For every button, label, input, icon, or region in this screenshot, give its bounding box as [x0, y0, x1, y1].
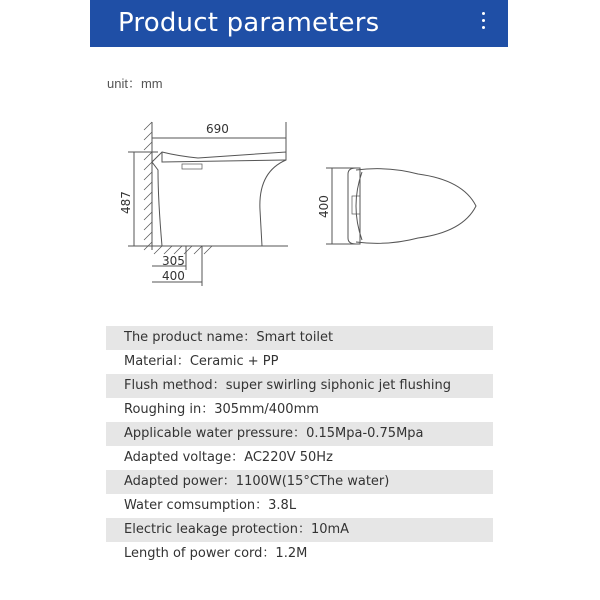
param-row: Material：Ceramic + PP — [124, 354, 279, 369]
technical-drawing — [118, 110, 488, 290]
param-row: Water comsumption：3.8L — [124, 498, 297, 513]
dim-width: 400 — [317, 195, 331, 218]
param-row: Roughing in：305mm/400mm — [124, 402, 319, 417]
param-row: Electric leakage protection：10mA — [106, 518, 493, 542]
param-row: Flush method：super swirling siphonic jet flushing — [106, 374, 493, 398]
dim-rough-in-2: 400 — [162, 269, 185, 283]
vertical-dots-icon[interactable] — [482, 12, 486, 33]
dim-height: 487 — [119, 191, 133, 214]
param-row: Adapted power：1100W(15°CThe water) — [106, 470, 493, 494]
dim-rough-in-1: 305 — [162, 254, 185, 268]
page-header — [90, 0, 508, 47]
page-title: Product parameters — [118, 8, 380, 38]
param-row: The product name：Smart toilet — [106, 326, 493, 350]
param-row: Applicable water pressure：0.15Mpa-0.75Mpa — [106, 422, 493, 446]
unit-label: unit：mm — [107, 76, 163, 91]
param-row: Adapted voltage：AC220V 50Hz — [124, 450, 333, 465]
dim-length: 690 — [206, 122, 229, 136]
param-row: Length of power cord：1.2M — [124, 546, 308, 561]
parameters-table — [106, 326, 493, 566]
